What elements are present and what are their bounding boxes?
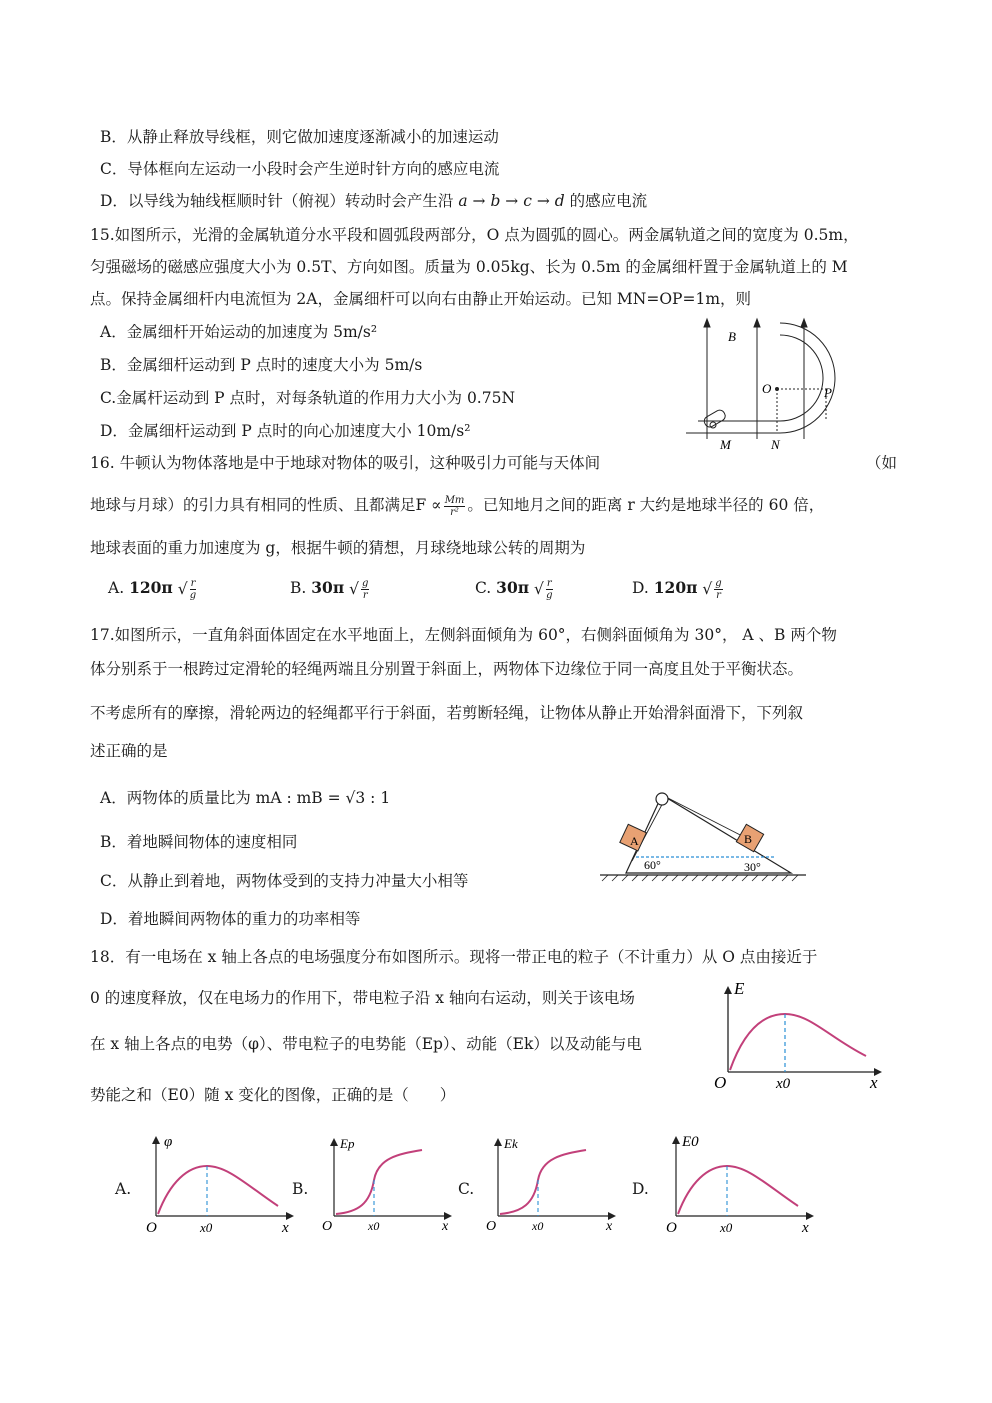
fraction-numerator: g <box>715 577 722 589</box>
q14-option-d <box>100 190 647 212</box>
x-label: x <box>870 1073 878 1092</box>
center-dot <box>775 387 779 391</box>
fraction-denominator: r <box>362 589 368 601</box>
origin-label: O <box>146 1220 157 1236</box>
arrow-head-right <box>801 319 807 327</box>
x0-label: x0 <box>776 1076 791 1092</box>
q16-stem-line2 <box>90 494 824 518</box>
q18-option-b-graph <box>318 1132 458 1238</box>
metal-rod <box>702 408 727 429</box>
q17-stem-line3: 不考虑所有的摩擦，滑轮两边的轻绳都平行于斜面，若剪断轻绳，让物体从静止开始滑斜面滑下，下列叙 <box>90 704 804 722</box>
option-fraction <box>190 578 197 601</box>
q18-option-c-graph <box>482 1132 622 1238</box>
q17-option-d: D．着地瞬间两物体的重力的功率相等 <box>100 910 361 928</box>
q18-option-d-label: D. <box>632 1180 649 1198</box>
q15-option-b: B．金属细杆运动到 P 点时的速度大小为 5m/s <box>100 356 423 374</box>
arrow-head-mid <box>754 319 760 327</box>
angle-right-label: 30° <box>744 860 761 874</box>
label-m: M <box>720 437 731 452</box>
fraction-numerator: r <box>190 577 196 589</box>
q15-option-d: D．金属细杆运动到 P 点时的向心加速度大小 10m/s² <box>100 422 471 440</box>
q18-option-c-label: C. <box>458 1180 475 1198</box>
rope-right <box>666 797 752 841</box>
q17-stem-line4: 述正确的是 <box>90 742 168 760</box>
q14-option-b: B．从静止释放导线框，则它做加速度逐渐减小的加速运动 <box>100 128 499 146</box>
field-curve <box>730 1014 866 1070</box>
ground-hatch <box>602 875 798 881</box>
q18-stem-line3: 在 x 轴上各点的电势（φ）、带电粒子的电势能（Ep）、动能（Ek）以及动能与电 <box>90 1035 642 1053</box>
q15-option-a: A．金属细杆开始运动的加速度为 5m/s² <box>100 323 378 341</box>
kinetic-energy-curve <box>500 1150 586 1214</box>
outer-arc <box>780 323 835 433</box>
option-coef: 120π <box>653 578 698 597</box>
option-coef: 30π <box>311 578 345 597</box>
option-coef: 120π <box>129 578 173 597</box>
x-axis-arrow <box>286 1212 294 1220</box>
block-a-label: A <box>630 834 639 848</box>
q18-option-a-graph <box>140 1130 300 1238</box>
q16-stem-line1b: （如 <box>866 454 898 472</box>
fraction-denominator: r² <box>450 506 459 518</box>
potential-energy-curve <box>336 1150 422 1214</box>
q16-option-b <box>290 577 371 601</box>
q18-main-graph <box>710 978 890 1096</box>
potential-curve <box>158 1166 278 1214</box>
fraction-denominator: g <box>189 589 197 601</box>
q16-stem-line2b: 。已知地月之间的距离 r 大约是地球半径的 60 倍， <box>467 496 825 514</box>
y-label: Ep <box>340 1136 355 1151</box>
x0-label: x0 <box>200 1220 213 1235</box>
pulley <box>656 793 668 805</box>
origin-label: O <box>666 1220 677 1236</box>
x0-label: x0 <box>532 1219 544 1233</box>
q15-option-c: C.金属杆运动到 P 点时，对每条轨道的作用力大小为 0.75N <box>100 389 516 407</box>
q18-stem-line4: 势能之和（E0）随 x 变化的图像，正确的是（ ） <box>90 1086 456 1104</box>
y-label: E0 <box>682 1134 699 1150</box>
q17-option-c: C．从静止到着地，两物体受到的支持力冲量大小相等 <box>100 872 469 890</box>
inner-arc <box>780 335 823 421</box>
q15-stem-line3: 点。保持金属细杆内电流恒为 2A，金属细杆可以向右由静止开始运动。已知 MN=OP=1m，则 <box>90 290 752 308</box>
q15-rail-diagram <box>680 315 850 455</box>
q15-stem-line1: 15.如图所示，光滑的金属轨道分水平段和圆弧段两部分，O 点为圆弧的圆心。两金属轨道之间的宽度为 0.5m， <box>90 226 859 244</box>
option-label: A. <box>108 579 125 597</box>
q14-option-d-suffix: 的感应电流 <box>569 192 648 210</box>
sqrt-sign: √ <box>349 580 360 598</box>
q18-option-b-label: B. <box>292 1180 309 1198</box>
x-label: x <box>282 1220 289 1236</box>
angle-left-label: 60° <box>644 858 661 872</box>
q16-stem-line1a: 16. 牛顿认为物体落地是中于地球对物体的吸引，这种吸引力可能与天体间 <box>90 454 601 472</box>
sqrt-sign: √ <box>702 580 713 598</box>
label-b: B <box>728 329 736 344</box>
fraction-numerator: g <box>362 577 369 589</box>
label-n: N <box>771 437 780 452</box>
x-label: x <box>606 1219 613 1234</box>
q16-option-c <box>475 577 555 601</box>
q17-stem-line1: 17.如图所示，一直角斜面体固定在水平地面上，左侧斜面倾角为 60°，右侧斜面倾角为 30°， A 、B 两个物 <box>90 626 837 644</box>
option-fraction <box>361 578 369 601</box>
y-axis-arrow <box>494 1138 502 1146</box>
label-o: O <box>762 381 772 396</box>
q18-stem-line2: 0 的速度释放，仅在电场力的作用下，带电粒子沿 x 轴向右运动，则关于该电场 <box>90 989 635 1007</box>
option-label: C. <box>475 579 492 597</box>
sqrt-sign: √ <box>177 580 188 598</box>
x-label: x <box>442 1219 449 1234</box>
y-axis-arrow <box>724 986 732 994</box>
option-label: D. <box>632 579 649 597</box>
option-fraction <box>714 578 722 601</box>
origin-label: O <box>486 1219 497 1234</box>
block-b-label: B <box>744 832 753 846</box>
q16-option-d <box>632 577 725 601</box>
q17-option-a: A．两物体的质量比为 mA : mB = √3 : 1 <box>100 789 391 807</box>
x0-label: x0 <box>720 1220 733 1235</box>
x-label: x <box>802 1220 809 1236</box>
y-axis-arrow <box>330 1138 338 1146</box>
sqrt-sign: √ <box>534 580 544 598</box>
q18-option-d-graph <box>660 1130 820 1238</box>
fraction-numerator: Mm <box>444 494 465 506</box>
q16-stem-line3: 地球表面的重力加速度为 g，根据牛顿的猜想，月球绕地球公转的周期为 <box>90 539 586 557</box>
q16-stem-line2a: 地球与月球）的引力具有相同的性质、且都满足F ∝ <box>90 496 442 514</box>
y-axis-arrow <box>152 1136 160 1144</box>
fraction-numerator: r <box>546 577 552 589</box>
x-axis-arrow <box>806 1212 814 1220</box>
q18-stem-line1: 18．有一电场在 x 轴上各点的电场强度分布如图所示。现将一带正电的粒子（不计重力）从 O 点由接近于 <box>90 948 818 966</box>
label-p: P <box>824 385 832 400</box>
arrow-head-left <box>704 319 710 327</box>
origin-label: O <box>714 1073 727 1092</box>
y-label: φ <box>164 1134 173 1150</box>
q14-option-c: C．导体框向左运动一小段时会产生逆时针方向的感应电流 <box>100 160 500 178</box>
q17-option-b: B．着地瞬间物体的速度相同 <box>100 833 298 851</box>
total-energy-curve <box>678 1166 798 1214</box>
q14-option-d-path: a → b → c → d <box>458 192 565 210</box>
y-label: E <box>734 979 745 998</box>
option-label: B. <box>290 579 307 597</box>
y-axis-arrow <box>672 1136 680 1144</box>
origin-label: O <box>322 1219 333 1234</box>
q16-option-a <box>108 577 198 601</box>
option-coef: 30π <box>496 578 530 597</box>
y-label: Ek <box>504 1136 518 1151</box>
q15-stem-line2: 匀强磁场的磁感应强度大小为 0.5T、方向如图。质量为 0.05kg、长为 0.5m 的金属细杆置于金属轨道上的 M <box>90 258 848 276</box>
q17-stem-line2: 体分别系于一根跨过定滑轮的轻绳两端且分别置于斜面上，两物体下边缘位于同一高度且处于平衡状态。 <box>90 660 804 678</box>
fraction-denominator: r <box>716 589 721 601</box>
option-fraction <box>546 578 553 601</box>
fraction-denominator: g <box>546 589 553 601</box>
x0-label: x0 <box>368 1219 380 1233</box>
q17-incline-diagram <box>596 785 811 885</box>
q16-fraction <box>444 495 466 518</box>
q18-option-a-label: A. <box>115 1180 132 1198</box>
q14-option-d-prefix: D．以导线为轴线框顺时针（俯视）转动时会产生沿 <box>100 192 454 210</box>
